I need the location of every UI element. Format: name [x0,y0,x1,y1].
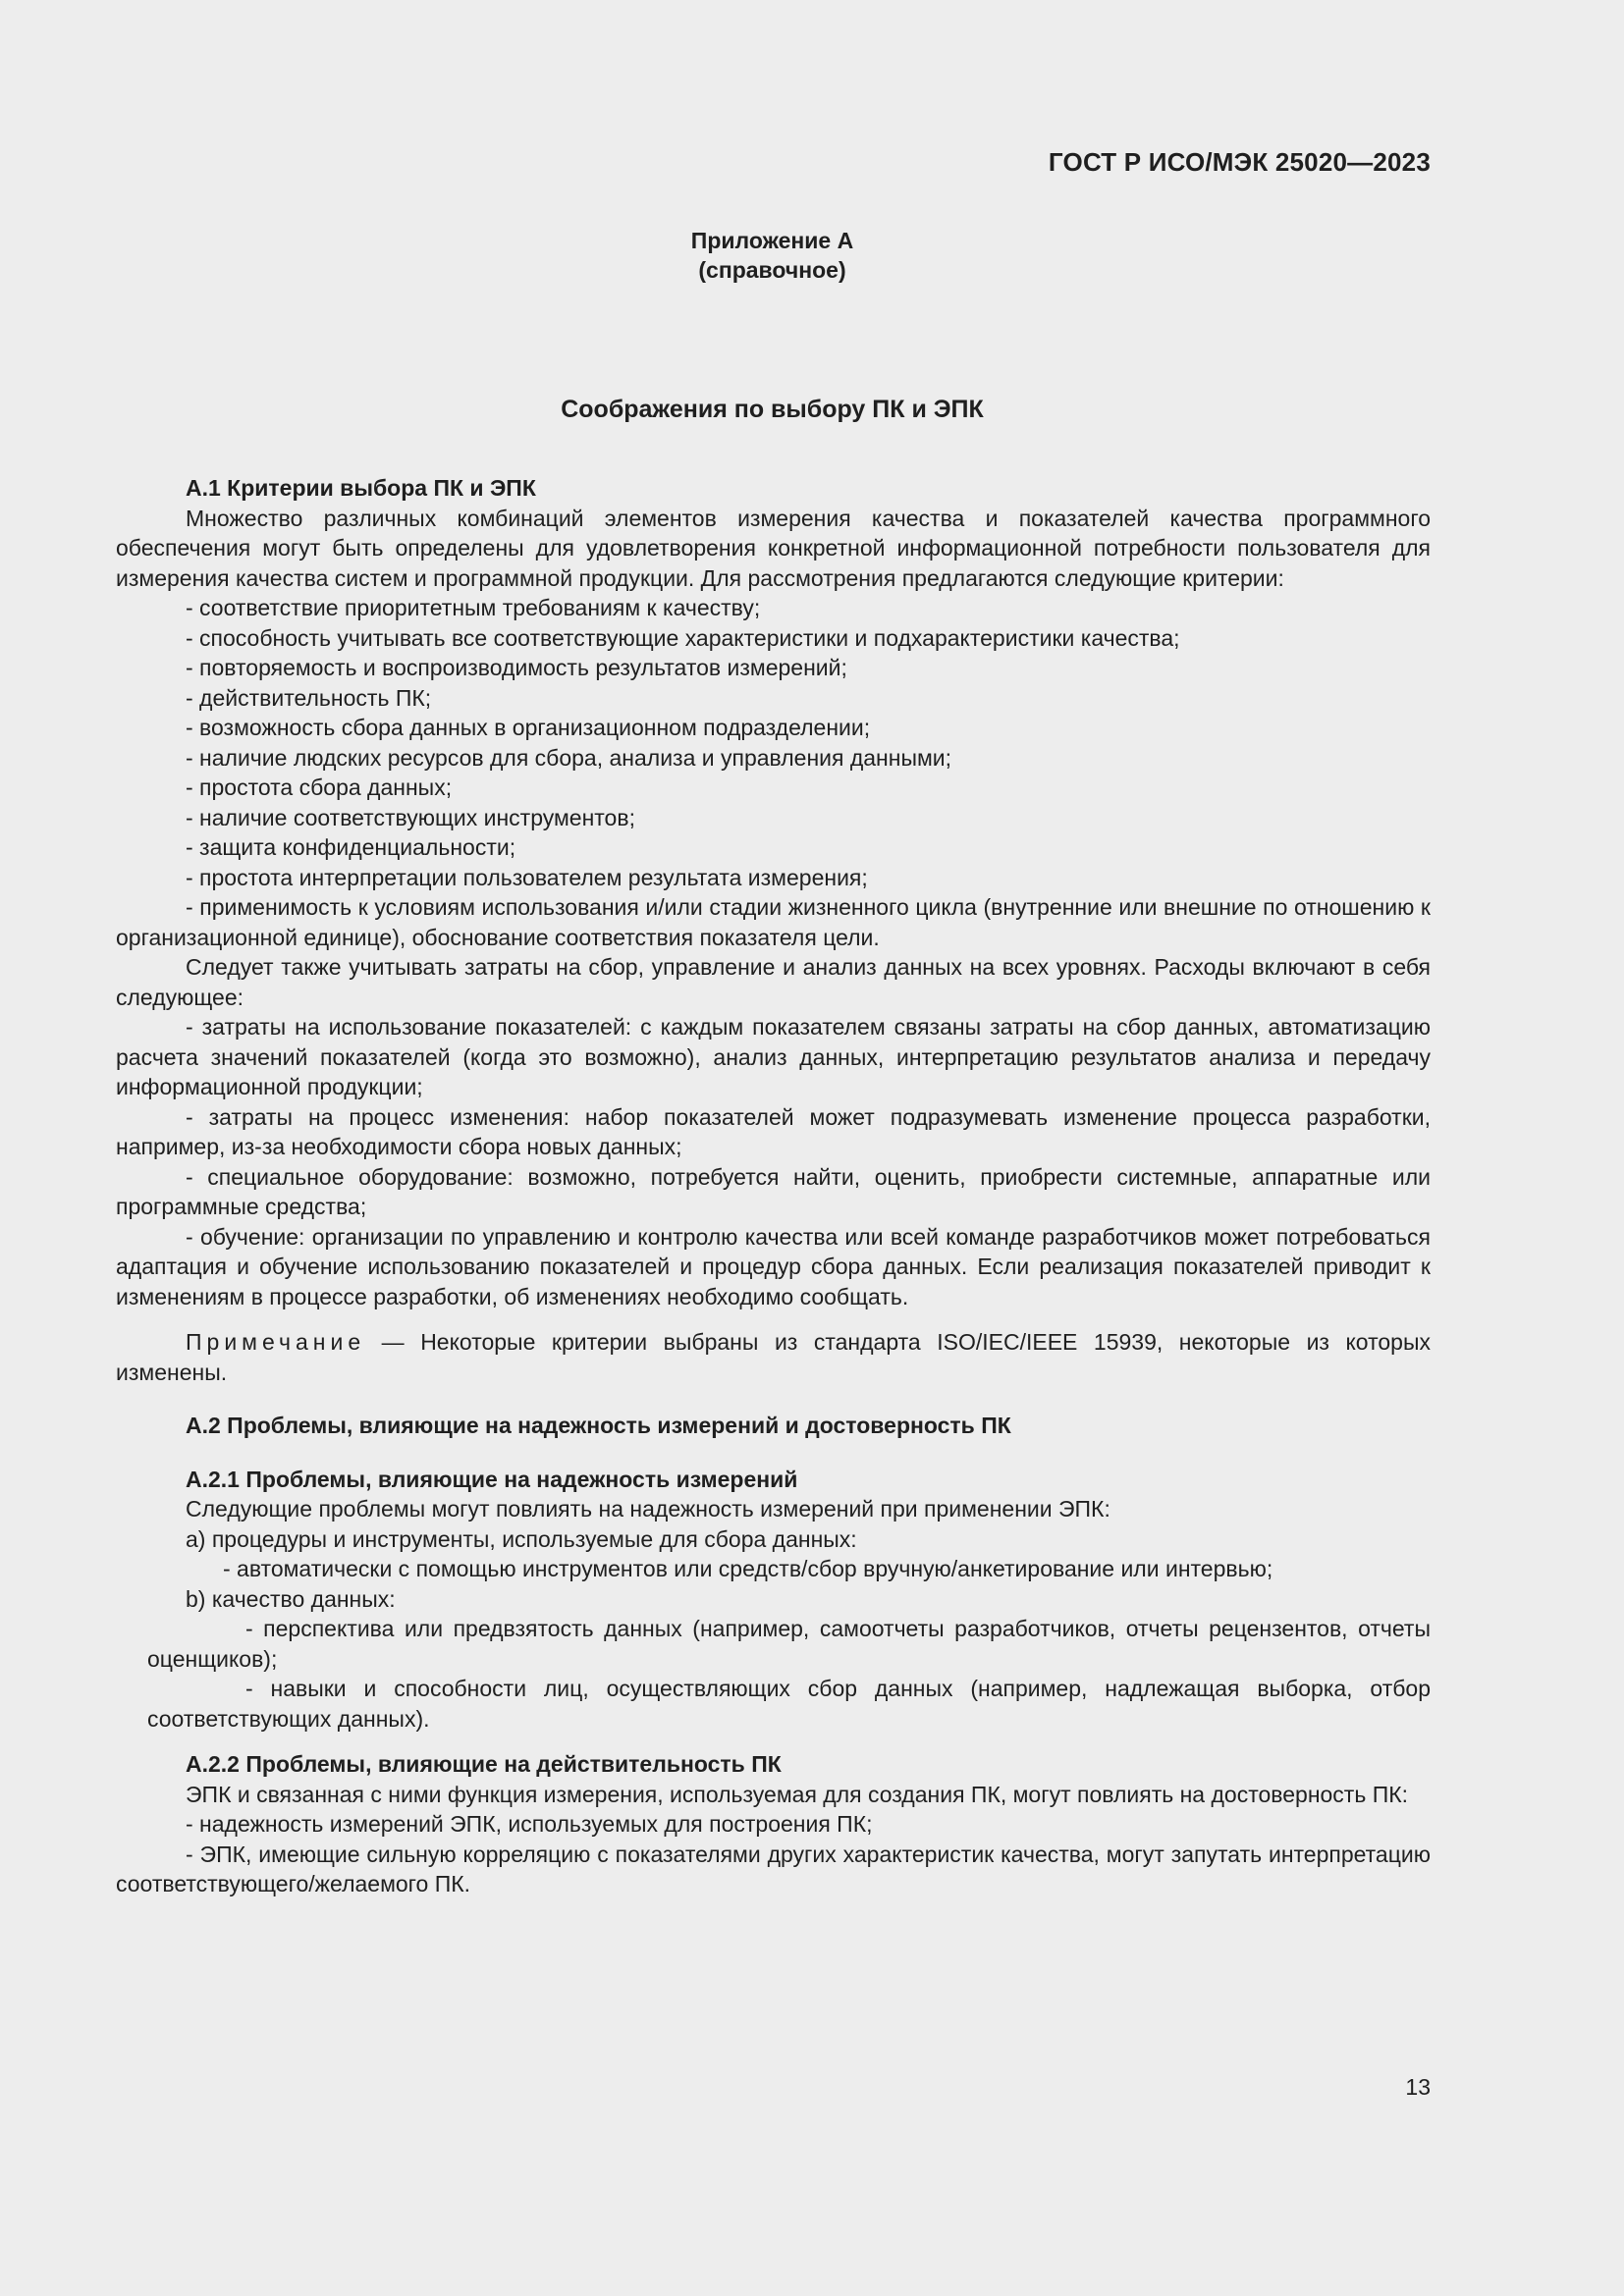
cost-item: - затраты на процесс изменения: набор показателей может подразумевать изменение процесса разработки, например, из-за необходимости сбора новых данных; [116,1103,1431,1159]
criteria-item: - соответствие приоритетным требованиям к качеству; [186,595,761,620]
list-item-b-sub: - перспектива или предвзятость данных (например, самоотчеты разработчиков, отчеты рецензентов, отчеты оценщиков); [147,1616,1431,1672]
criteria-item: - простота интерпретации пользователем результата измерения; [186,864,868,890]
note-label: Примечание [186,1329,366,1355]
section-a22-heading: А.2.2 Проблемы, влияющие на действительность ПК [186,1751,782,1777]
criteria-item: - возможность сбора данных в организационном подразделении; [186,715,871,740]
note-text: — Некоторые критерии выбраны из стандарта ISO/IEC/IEEE 15939, некоторые из которых изменены. [116,1329,1431,1385]
cost-item: - специальное оборудование: возможно, потребуется найти, оценить, приобрести системные, аппаратные или программные средства; [116,1163,1431,1219]
criteria-item: - способность учитывать все соответствующие характеристики и подхарактеристики качества; [186,624,1180,651]
list-item-b-sub: - навыки и способности лиц, осуществляющих сбор данных (например, надлежащая выборка, отбор соответствующих данных). [147,1676,1431,1732]
annex-type: (справочное) [698,257,846,283]
standard-designation: ГОСТ Р ИСО/МЭК 25020—2023 [1048,147,1431,177]
section-a1-heading: А.1 Критерии выбора ПК и ЭПК [186,475,536,501]
annex-label [0,226,1544,285]
page-title: Соображения по выбору ПК и ЭПК [561,396,984,423]
criteria-item: - защита конфиденциальности; [186,834,516,860]
section-a21-intro: Следующие проблемы могут повлиять на надежность измерений при применении ЭПК: [186,1496,1110,1522]
cost-item: - обучение: организации по управлению и контролю качества или всей команде разработчиков может потребоваться адаптация и обучение использованию показателей и процедур сбора данных. Если реализация показателей приводит к изменениям в процессе разработки, об изменениях необходимо сообщать. [116,1223,1431,1309]
criteria-item: - наличие соответствующих инструментов; [186,804,635,830]
section-a1-intro: Множество различных комбинаций элементов измерения качества и показателей качества программного обеспечения могут быть определены для удовлетворения конкретной информационной потребности пользователя для измерения качества систем и программной продукции. Для рассмотрения предлагаются следующие критерии: [116,505,1431,591]
list-item-a: a) процедуры и инструменты, используемые для сбора данных: [186,1525,857,1552]
a22-item: - надежность измерений ЭПК, используемых для построения ПК; [186,1811,873,1837]
annex-title: Приложение А [690,228,854,253]
a22-item: - ЭПК, имеющие сильную корреляцию с показателями других характеристик качества, могут запутать интерпретацию соответствующего/желаемого ПК. [116,1841,1431,1896]
section-a22-intro: ЭПК и связанная с ними функция измерения, используемая для создания ПК, могут повлиять на достоверность ПК: [186,1781,1409,1807]
section-a21-heading: А.2.1 Проблемы, влияющие на надежность измерений [186,1466,798,1492]
section-a2-heading: А.2 Проблемы, влияющие на надежность измерений и достоверность ПК [186,1413,1011,1438]
note [116,1327,1431,1387]
criteria-item: - простота сбора данных; [186,774,453,800]
costs-intro: Следует также учитывать затраты на сбор, управление и анализ данных на всех уровнях. Расходы включают в себя следующее: [116,954,1431,1010]
criteria-item: - наличие людских ресурсов для сбора, анализа и управления данными; [186,744,952,771]
document-body [116,473,1431,1899]
criteria-item: - повторяемость и воспроизводимость результатов измерений; [186,655,847,680]
list-item-a-sub: - автоматически с помощью инструментов или средств/сбор вручную/анкетирование или интервью; [223,1556,1273,1581]
criteria-item: - действительность ПК; [186,684,432,711]
criteria-item: - применимость к условиям использования и/или стадии жизненного цикла (внутренние или внешние по отношению к организационной единице), обоснование соответствия показателя цели. [116,894,1431,950]
page-number: 13 [1405,2074,1431,2100]
list-item-b: b) качество данных: [186,1585,396,1612]
cost-item: - затраты на использование показателей: с каждым показателем связаны затраты на сбор данных, автоматизацию расчета значений показателей (когда это возможно), анализ данных, интерпретацию результатов анализа и передачу информационной продукции; [116,1014,1431,1099]
